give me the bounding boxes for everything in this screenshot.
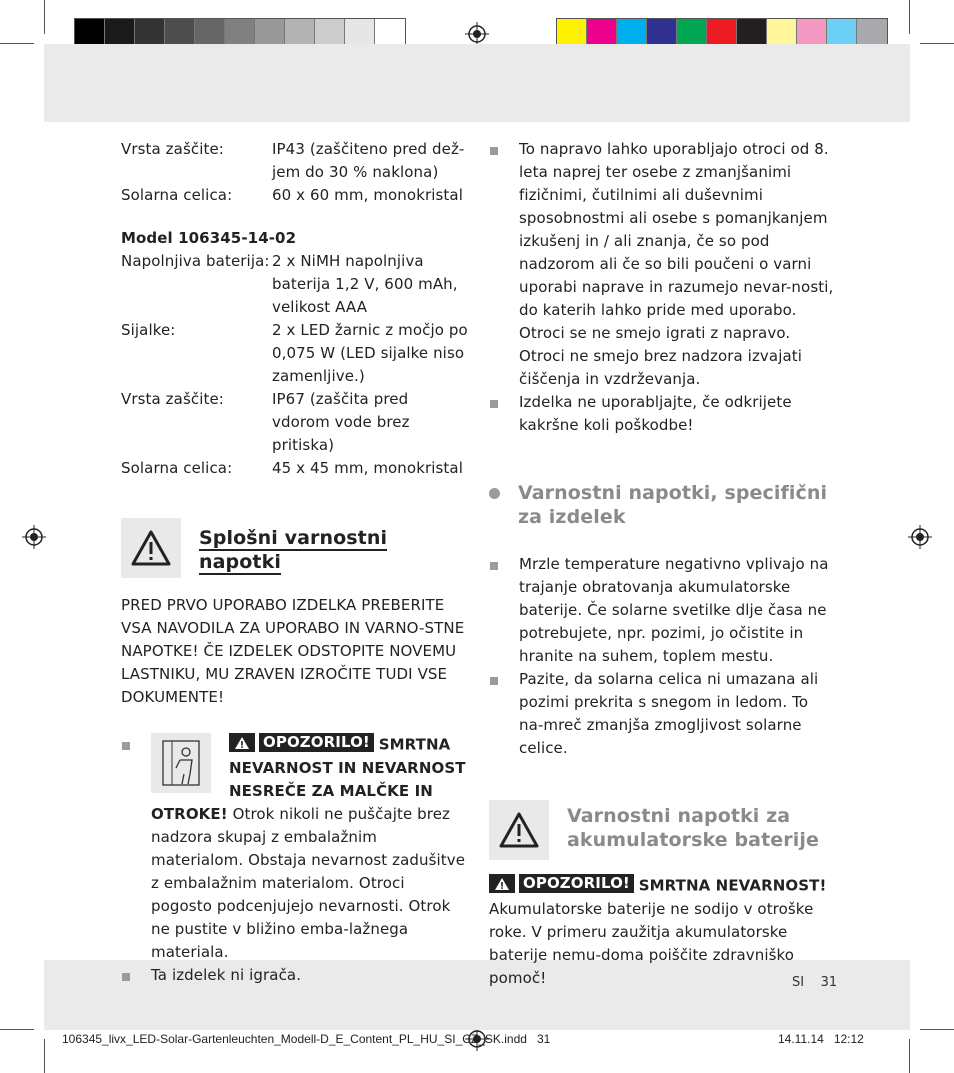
- section-heading-product: [489, 481, 835, 529]
- warning-label: [229, 733, 374, 752]
- color-swatch: [255, 19, 285, 47]
- crop-mark: [44, 0, 45, 34]
- spec-row: [121, 319, 469, 388]
- warning-text: Akumulatorske baterije ne sodijo v otroške roke. V primeru zaužitja akumulatorske baterije nemu-doma poiščite zdravniško pomoč!: [489, 899, 814, 987]
- spec-value: 2 x NiMH napolnjiva baterija 1,2 V, 600 mAh, velikost AAA: [272, 252, 458, 316]
- section-title: Splošni varnostni napotki: [199, 527, 388, 573]
- spec-value: 45 x 45 mm, monokristal: [272, 459, 463, 477]
- file-name: 106345_livx_LED-Solar-Gartenleuchten_Modell-D_E_Content_PL_HU_SI_CZ_SK.indd 31: [62, 1032, 551, 1046]
- color-swatch: [285, 19, 315, 47]
- color-swatch: [225, 19, 255, 47]
- bullet-dot-icon: [489, 488, 500, 499]
- spec-value: 2 x LED žarnic z močjo po 0,075 W (LED sijalke niso zamenljive.): [272, 321, 468, 385]
- color-swatch: [647, 19, 677, 47]
- warning-text: Otrok nikoli ne puščajte brez nadzora skupaj z embalažnim materialom. Obstaja nevarnost zadušitve z embalažnim materialom. Otroci pogosto podcenjujejo nevarnosti. Otrok ne pustite v bližino emba-lažnega materiala.: [151, 804, 466, 961]
- list-item: Izdelka ne uporabljajte, če odkrijete kakršne koli poškodbe!: [489, 391, 835, 437]
- color-swatch: [797, 19, 827, 47]
- list-item: [121, 733, 469, 964]
- crop-mark: [920, 43, 954, 44]
- section-title: Varnostni napotki, specifični za izdelek: [518, 482, 828, 528]
- color-swatch: [105, 19, 135, 47]
- warning-small-icon: [229, 733, 255, 752]
- crop-mark: [920, 1029, 954, 1030]
- spec-row: [121, 184, 469, 207]
- color-swatch: [165, 19, 195, 47]
- battery-warning: [489, 874, 838, 990]
- page-number: SI 31: [792, 975, 838, 990]
- registration-mark-icon: [22, 525, 46, 549]
- spec-label: Sijalke:: [121, 321, 176, 339]
- warning-bold: SMRTNA NEVARNOST!: [638, 876, 827, 895]
- color-swatch: [195, 19, 225, 47]
- warning-label: [489, 874, 634, 893]
- section-heading-general: [121, 518, 469, 578]
- registration-mark-icon: [465, 22, 489, 46]
- spec-list-model: [121, 250, 469, 480]
- section-heading-battery: [489, 800, 835, 860]
- crop-mark: [44, 1039, 45, 1073]
- spec-label: Solarna celica:: [121, 186, 233, 204]
- spec-row: [121, 138, 469, 184]
- warning-bold: SMRTNA NEVARNOST IN NEVARNOST NESREČE ZA MALČKE IN OTROKE!: [151, 735, 466, 823]
- color-swatch: [767, 19, 797, 47]
- spec-row: [121, 250, 469, 319]
- color-swatch: [375, 19, 405, 47]
- color-swatch: [707, 19, 737, 47]
- color-swatch: [315, 19, 345, 47]
- warning-triangle-icon: [121, 518, 181, 578]
- child-warning-icon: [151, 733, 211, 793]
- file-date: 14.11.14 12:12: [778, 1032, 864, 1046]
- spec-value: IP43 (zaščiteno pred dež-jem do 30 % naklona): [272, 140, 465, 181]
- header-band: [44, 44, 910, 122]
- registration-mark-icon: [908, 525, 932, 549]
- crop-mark: [909, 1039, 910, 1073]
- right-column: [489, 138, 838, 990]
- color-swatch: [557, 19, 587, 47]
- spec-row: [121, 388, 469, 457]
- spec-row: [121, 457, 469, 480]
- list-item: Pazite, da solarna celica ni umazana ali pozimi prekrita s snegom in ledom. To na-mreč zmanjša zmogljivost solarne celice.: [489, 668, 835, 760]
- spec-label: Vrsta zaščite:: [121, 140, 224, 158]
- crop-mark: [909, 0, 910, 34]
- warning-triangle-icon: [489, 800, 549, 860]
- crop-mark: [0, 1029, 34, 1030]
- spec-value: IP67 (zaščita pred vdorom vode brez pritiska): [272, 390, 410, 454]
- caps-notice: PRED PRVO UPORABO IZDELKA PREBERITE VSA NAVODILA ZA UPORABO IN VARNO-STNE NAPOTKE! ČE IZDELEK ODSTOPITE NOVEMU LASTNIKU, MU ZRAVEN IZROČITE TUDI VSE DOKUMENTE!: [121, 596, 465, 706]
- list-item: To napravo lahko uporabljajo otroci od 8. leta naprej ter osebe z zmanjšanimi fizičnimi, čutilnimi ali duševnimi sposobnostmi ali osebe s pomanjkanjem izkušenj in / ali znanja, če so pod nadzorom ali če so bili poučeni o varni uporabi naprave in razumejo nevar-nosti, do katerih lahko pride med uporabo. Otroci se ne smejo igrati z napravo. Otroci ne smejo brez nadzora izvajati čiščenja in vzdrževanja.: [489, 138, 835, 391]
- color-swatch: [587, 19, 617, 47]
- color-swatch: [737, 19, 767, 47]
- warning-tag: OPOZORILO!: [519, 874, 634, 893]
- color-swatch: [345, 19, 375, 47]
- color-swatch: [135, 19, 165, 47]
- spec-label: Napolnjiva baterija:: [121, 252, 270, 270]
- section-title: Varnostni napotki za akumulatorske baterije: [567, 805, 819, 851]
- spec-label: Vrsta zaščite:: [121, 390, 224, 408]
- list-item: Mrzle temperature negativno vplivajo na trajanje obratovanja akumulatorske baterije. Če solarne svetilke dlje časa ne potrebujete, npr. pozimi, jo očistite in hranite na suhem, toplem mestu.: [489, 553, 835, 668]
- crop-mark: [0, 43, 34, 44]
- color-swatch: [617, 19, 647, 47]
- list-item: Ta izdelek ni igrača.: [121, 964, 469, 987]
- color-swatch: [677, 19, 707, 47]
- spec-list: [121, 138, 469, 207]
- color-swatch: [75, 19, 105, 47]
- warning-small-icon: [489, 874, 515, 893]
- model-title: Model 106345-14-02: [121, 229, 297, 247]
- warning-tag: OPOZORILO!: [259, 733, 374, 752]
- left-column: [121, 138, 469, 987]
- spec-label: Solarna celica:: [121, 459, 233, 477]
- spec-value: 60 x 60 mm, monokristal: [272, 186, 463, 204]
- color-swatch: [827, 19, 857, 47]
- color-swatch: [857, 19, 887, 47]
